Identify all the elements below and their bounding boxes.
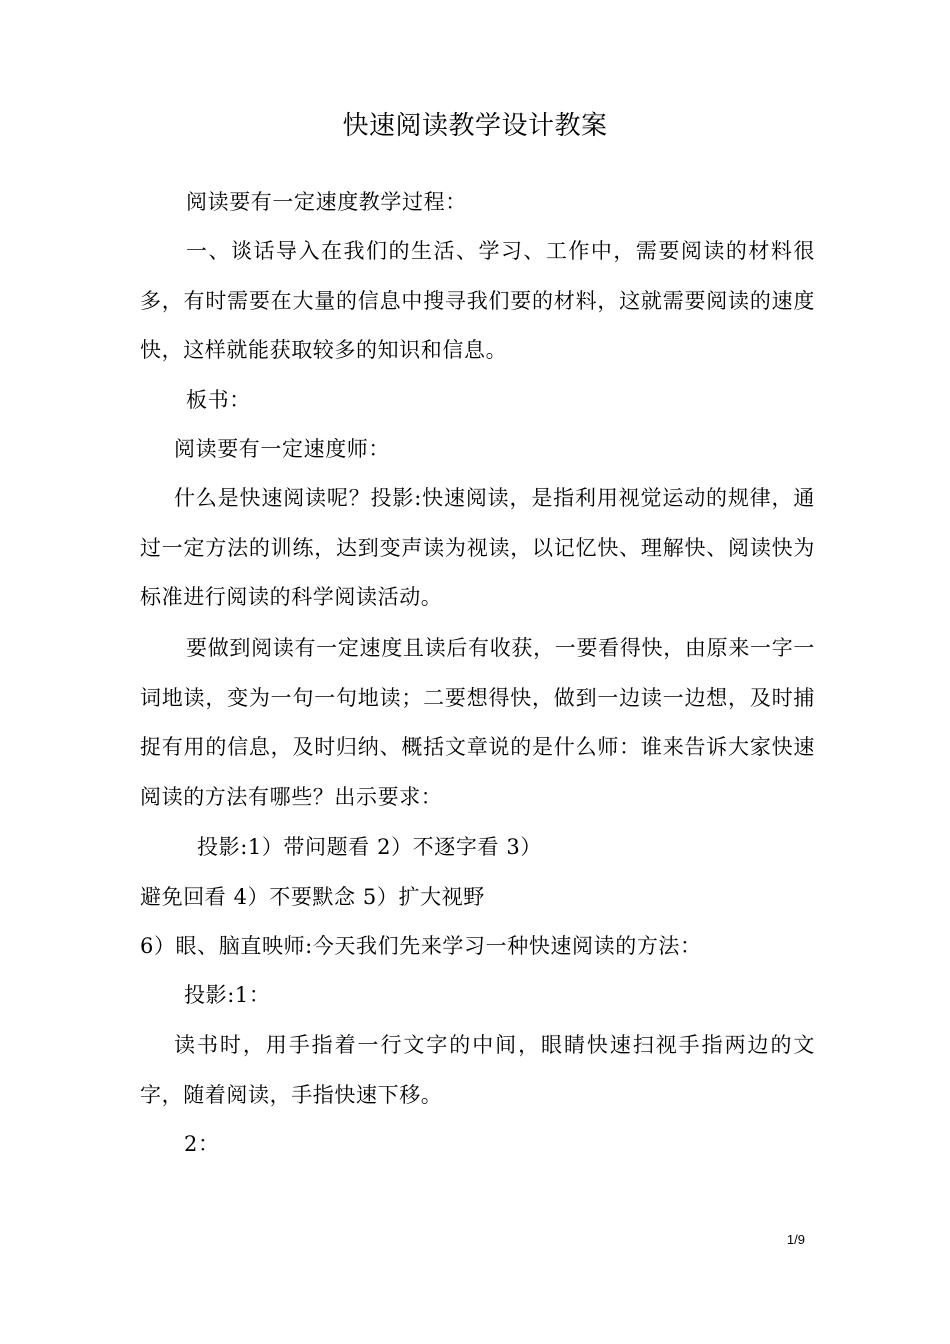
paragraph-9: 6）眼、脑直映师:今天我们先来学习一种快速阅读的方法：	[140, 934, 702, 958]
paragraph-5: 什么是快速阅读呢？投影:快速阅读，是指利用视觉运动的规律，通过一定方法的训练，达到变声读为视读，以记忆快、理解快、阅读快为标准进行阅读的科学阅读活动。	[140, 486, 815, 609]
paragraph-10: 投影:1：	[184, 983, 271, 1007]
paragraph-7: 投影:1）带问题看 2）不逐字看 3）	[197, 835, 542, 859]
paragraph-1: 阅读要有一定速度教学过程：	[186, 190, 467, 214]
document-title: 快速阅读教学设计教案	[342, 111, 608, 141]
page-number: 1/9	[786, 1232, 805, 1247]
paragraph-6: 要做到阅读有一定速度且读后有收获，一要看得快，由原来一字一词地读，变为一句一句地读；二要想得快，做到一边读一边想，及时捕捉有用的信息，及时归纳、概括文章说的是什么师：谁来告诉大家快速阅读的方法有哪些？出示要求：	[140, 636, 815, 809]
paragraph-12: 2：	[184, 1132, 220, 1156]
paragraph-3: 板书：	[186, 388, 251, 412]
paragraph-2: 一、谈话导入在我们的生活、学习、工作中，需要阅读的材料很多，有时需要在大量的信息中搜寻我们要的材料，这就需要阅读的速度快，这样就能获取较多的知识和信息。	[140, 239, 815, 362]
paragraph-8: 避免回看 4）不要默念 5）扩大视野	[140, 885, 485, 909]
paragraph-4: 阅读要有一定速度师：	[174, 437, 390, 461]
paragraph-11: 读书时，用手指着一行文字的中间，眼睛快速扫视手指两边的文字，随着阅读，手指快速下移。	[140, 1033, 815, 1107]
